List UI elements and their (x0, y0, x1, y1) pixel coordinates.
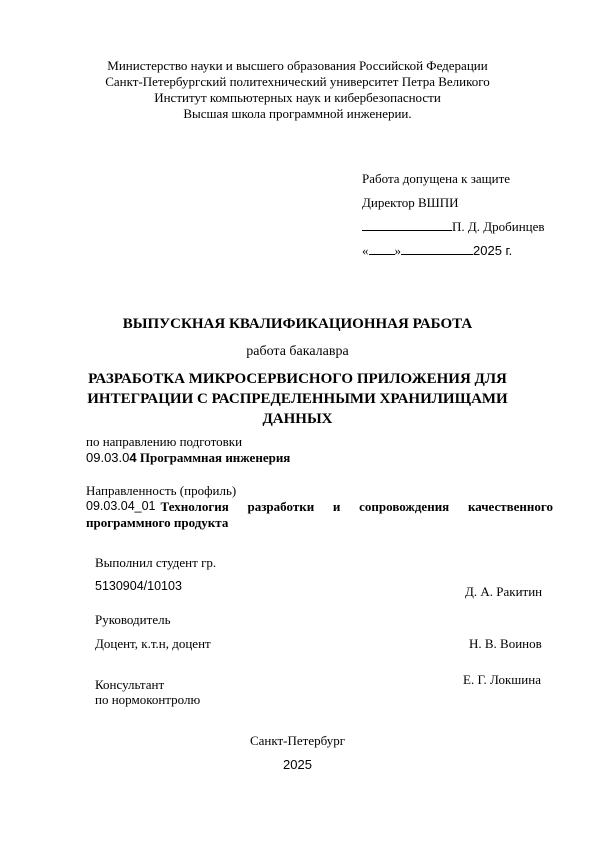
topic-line-1: РАЗРАБОТКА МИКРОСЕРВИСНОГО ПРИЛОЖЕНИЯ ДЛЯ (88, 371, 507, 387)
student-label: Выполнил студент гр. (95, 555, 217, 570)
approval-date-line (362, 243, 512, 258)
ministry-line: Министерство науки и высшего образования Российской Федерации (107, 58, 488, 73)
student-group: 5130904/10103 (95, 579, 182, 593)
supervisor-name: Н. В. Воинов (469, 636, 542, 651)
profile-line-1 (86, 499, 553, 514)
school-line: Высшая школа программной инженерии. (183, 106, 412, 121)
work-type-title: ВЫПУСКНАЯ КВАЛИФИКАЦИОННАЯ РАБОТА (122, 316, 473, 332)
date-year: 2025 г. (473, 243, 513, 258)
supervisor-label: Руководитель (95, 612, 171, 627)
profile-label: Направленность (профиль) (86, 483, 237, 498)
direction-name: Программная инженерия (139, 450, 291, 465)
consultant-label: Консультант (95, 677, 165, 692)
direction-label: по направлению подготовки (86, 434, 243, 449)
date-open-quote: « (362, 243, 369, 258)
day-blank (369, 243, 395, 255)
footer-city: Санкт-Петербург (249, 733, 346, 748)
topic-line-2: ИНТЕГРАЦИИ С РАСПРЕДЕЛЕННЫМИ ХРАНИЛИЩАМИ (87, 391, 508, 407)
month-blank (401, 243, 473, 255)
admitted-text: Работа допущена к защите (362, 171, 511, 186)
direction-code-last-digit: 4 (129, 450, 137, 465)
supervisor-position: Доцент, к.т.н, доцент (95, 636, 211, 651)
direction-code: 09.03.0 (86, 450, 130, 465)
university-line: Санкт-Петербургский политехнический университет Петра Великого (105, 74, 490, 89)
director-title: Директор ВШПИ (362, 195, 459, 210)
institute-line: Институт компьютерных наук и кибербезопасности (154, 90, 441, 105)
student-name: Д. А. Ракитин (465, 584, 543, 599)
direction-line (86, 450, 290, 465)
signature-blank (362, 219, 452, 231)
topic-line-3: ДАННЫХ (262, 411, 333, 427)
degree-subtitle: работа бакалавра (246, 344, 349, 359)
profile-name-line-2: программного продукта (86, 515, 229, 530)
director-name: П. Д. Дробинцев (452, 219, 545, 234)
profile-code: 09.03.04_01 (86, 499, 156, 513)
profile-name-line-1: Технология разработки и сопровождения качественного (160, 499, 553, 514)
consultant-subtitle: по нормоконтролю (95, 692, 201, 707)
director-signature-line (362, 219, 545, 234)
date-close-quote: » (394, 243, 401, 258)
consultant-name: Е. Г. Локшина (463, 672, 541, 687)
footer-year: 2025 (283, 757, 312, 772)
